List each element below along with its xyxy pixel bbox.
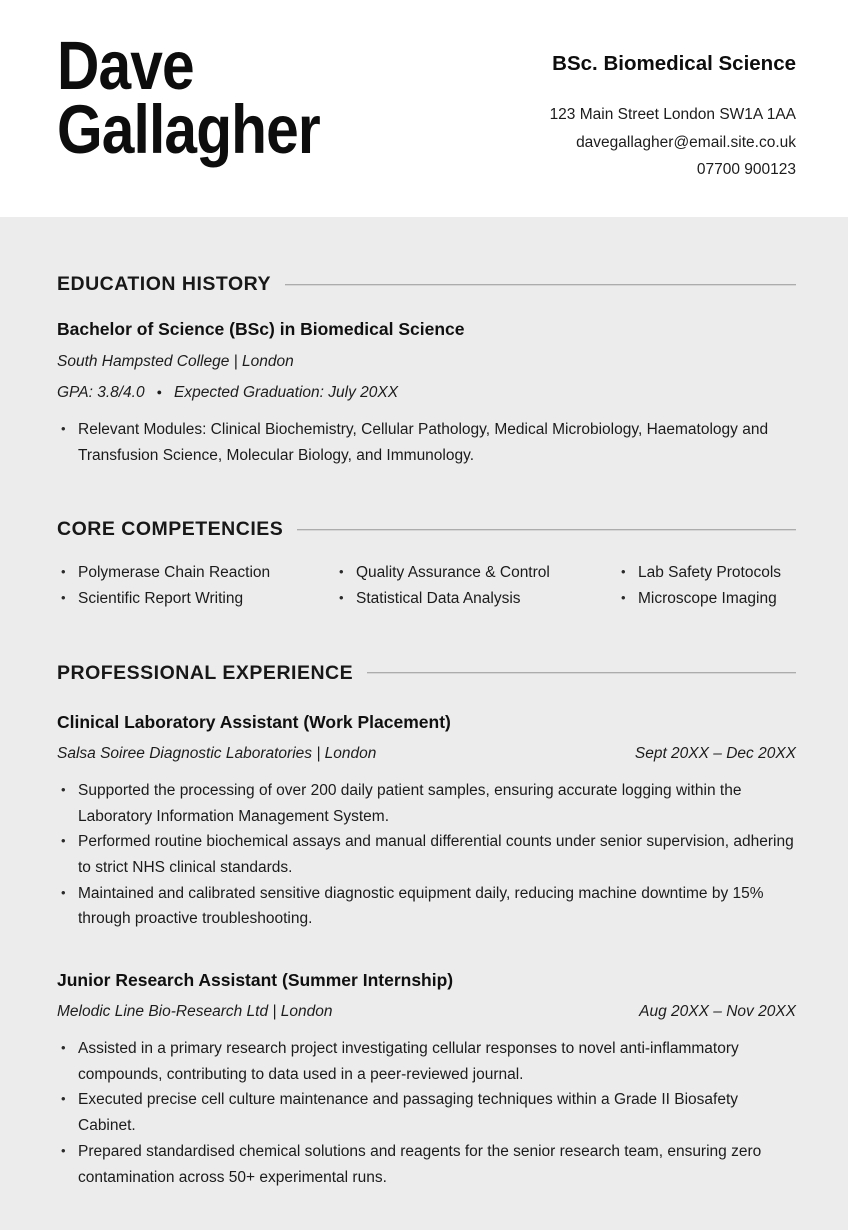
competency-item: • Statistical Data Analysis (335, 586, 617, 612)
section-experience-title: PROFESSIONAL EXPERIENCE (57, 661, 354, 684)
competencies-column-1 (57, 560, 335, 611)
phone-line: 07700 900123 (696, 161, 796, 178)
education-degree-title: Bachelor of Science (BSc) in Biomedical Science (57, 319, 465, 339)
education-school: South Hampsted College | London (57, 353, 294, 370)
dot-separator-icon: ● (156, 387, 163, 397)
section-competencies-title: CORE COMPETENCIES (57, 518, 284, 541)
section-competencies (57, 518, 796, 611)
degree-title: BSc. Biomedical Science (552, 52, 796, 75)
candidate-name (57, 27, 320, 217)
section-divider-line (285, 284, 796, 286)
job-dates: Sept 20XX – Dec 20XX (634, 744, 796, 762)
job-entry-junior-research-assistant (57, 970, 796, 1190)
job-meta (57, 745, 796, 763)
education-graduation: Expected Graduation: July 20XX (174, 384, 399, 401)
resume-header (0, 0, 848, 217)
section-experience-header (57, 662, 796, 685)
job-company: Salsa Soiree Diagnostic Laboratories | London (57, 744, 377, 762)
job-bullet: • Supported the processing of over 200 daily patient samples, ensuring accurate logging within the Laboratory Information Management System. (57, 778, 796, 829)
competency-item: • Quality Assurance & Control (335, 560, 617, 586)
job-company: Melodic Line Bio-Research Ltd | London (57, 1003, 333, 1021)
resume-body (0, 273, 848, 1230)
job-meta (57, 1003, 796, 1021)
competencies-column-2 (335, 560, 617, 611)
job-bullet: • Performed routine biochemical assays and manual differential counts under senior supervision, adhering to strict NHS clinical standards. (57, 829, 796, 880)
section-education-title: EDUCATION HISTORY (57, 273, 271, 295)
competency-item: • Scientific Report Writing (57, 586, 335, 612)
education-bullet: • Relevant Modules: Clinical Biochemistry, Cellular Pathology, Medical Microbiology, Haematology and Transfusion Science, Molecular Biology, and Immunology. (57, 417, 796, 468)
job-bullet-list (57, 778, 796, 932)
job-bullet: • Maintained and calibrated sensitive diagnostic equipment daily, reducing machine downtime by 15% through proactive troubleshooting. (57, 881, 796, 932)
job-bullet: • Assisted in a primary research project investigating cellular responses to novel anti-inflammatory compounds, contributing to data used in a peer-reviewed journal. (57, 1036, 796, 1087)
competencies-grid (57, 560, 796, 611)
section-experience (57, 662, 796, 1190)
section-education-header (57, 273, 796, 296)
job-title: Junior Research Assistant (Summer Internship) (57, 970, 454, 991)
job-title: Clinical Laboratory Assistant (Work Placement) (57, 711, 451, 732)
job-bullet: • Executed precise cell culture maintenance and passaging techniques within a Grade II Biosafety Cabinet. (57, 1087, 796, 1138)
job-entry-clinical-laboratory-assistant (57, 712, 796, 932)
section-competencies-header (57, 518, 796, 541)
candidate-name-line2: Gallagher (57, 91, 320, 168)
competency-item: • Lab Safety Protocols (617, 560, 796, 586)
header-contact-block (550, 34, 796, 217)
job-bullet: • Prepared standardised chemical solutions and reagents for the senior research team, ensuring zero contamination across 50+ experimental runs. (57, 1139, 796, 1190)
candidate-name-line1: Dave (57, 27, 194, 104)
education-gpa-line (57, 384, 796, 402)
section-divider-line (367, 672, 796, 674)
competencies-column-3 (617, 560, 796, 611)
competency-item: • Microscope Imaging (617, 586, 796, 612)
email-line: davegallagher@email.site.co.uk (576, 133, 796, 151)
competency-item: • Polymerase Chain Reaction (57, 560, 335, 586)
education-gpa: GPA: 3.8/4.0 (57, 384, 145, 401)
address-line: 123 Main Street London SW1A 1AA (549, 106, 796, 123)
section-divider-line (297, 529, 796, 531)
education-bullet-list (57, 417, 796, 468)
job-bullet-list (57, 1036, 796, 1190)
job-dates: Aug 20XX – Nov 20XX (639, 1003, 796, 1021)
section-education (57, 273, 796, 468)
